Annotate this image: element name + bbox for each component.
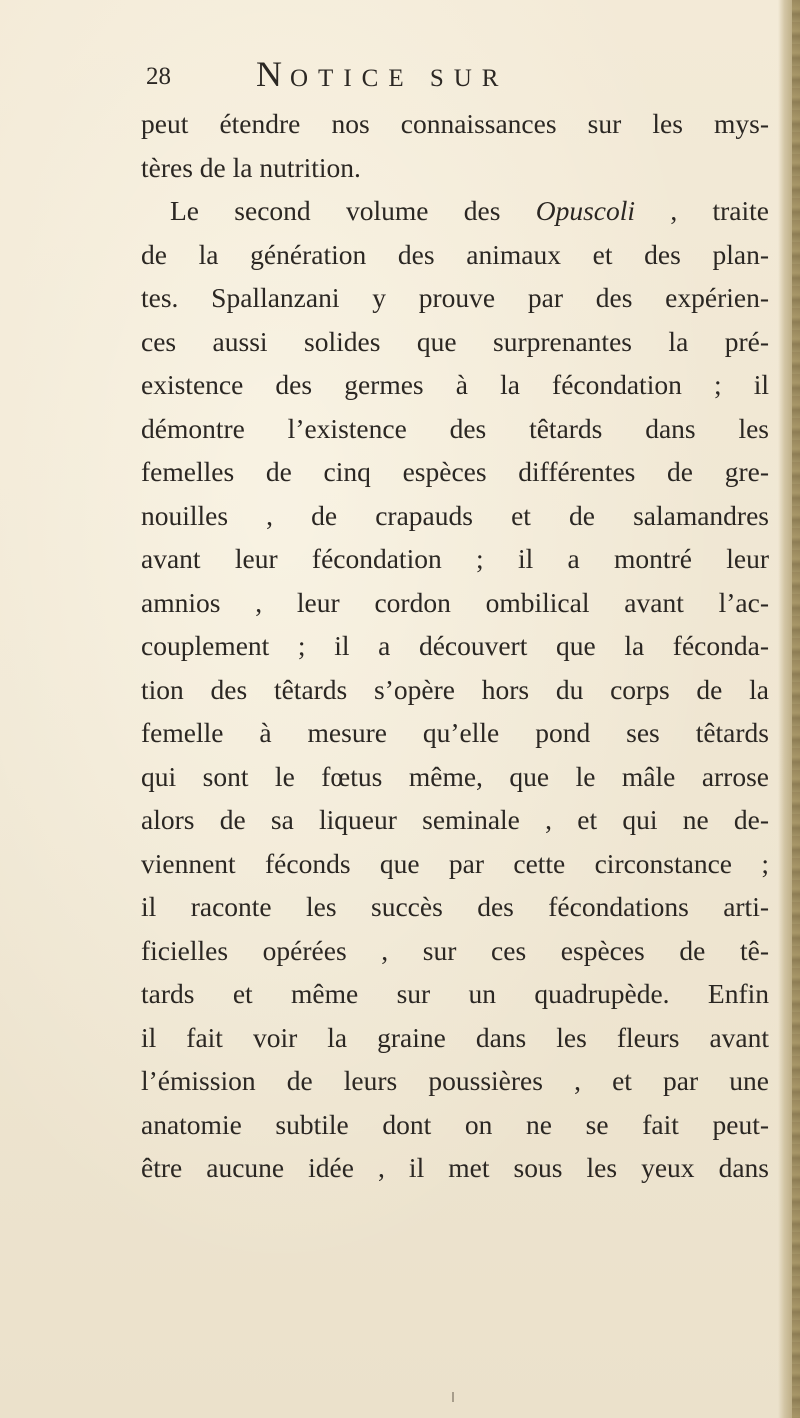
running-head-rest: OTICE SUR — [290, 65, 509, 92]
text-line: l’émission de leurs poussières , et par une — [141, 1065, 769, 1096]
text-line: viennent féconds que par cette circonstance ; — [141, 847, 769, 879]
text-line: avant leur fécondation ; il a montré leur — [141, 543, 769, 574]
text-line: tères de la nutrition. — [141, 151, 361, 183]
text-line: couplement ; il a découvert que la féconda- — [141, 630, 769, 661]
text-line — [141, 189, 769, 233]
text-line: être aucune idée , il met sous les yeux dans — [141, 1152, 769, 1183]
running-head — [146, 53, 706, 101]
body-text — [141, 102, 769, 1190]
text-segment: Le second volume des — [170, 195, 536, 226]
text-segment: , traite — [635, 195, 769, 226]
ink-speck — [452, 1392, 454, 1402]
text-line: ficielles opérées , sur ces espèces de tê- — [141, 934, 769, 966]
text-line: il fait voir la graine dans les fleurs avant — [141, 1021, 769, 1053]
text-line: nouilles , de crapauds et de salamandres — [141, 499, 769, 531]
text-line: qui sont le fœtus même, que le mâle arrose — [141, 760, 769, 792]
text-line: peut étendre nos connaissances sur les mys- — [141, 108, 769, 139]
text-line: tards et même sur un quadrupède. Enfin — [141, 978, 769, 1009]
text-line: ces aussi solides que surprenantes la pré- — [141, 325, 769, 357]
text-line: démontre l’existence des têtards dans les — [141, 412, 769, 444]
text-line: existence des germes à la fécondation ; il — [141, 369, 769, 400]
running-head-initial: N — [256, 54, 290, 94]
page-number: 28 — [146, 63, 171, 90]
text-line: tes. Spallanzani y prouve par des expérien- — [141, 282, 769, 313]
book-title-opuscoli: Opuscoli — [535, 195, 636, 226]
text-line: femelle à mesure qu’elle pond ses têtards — [141, 717, 769, 748]
text-line: tion des têtards s’opère hors du corps de la — [141, 673, 769, 705]
text-line: alors de sa liqueur seminale , et qui ne de- — [141, 804, 769, 835]
text-line: anatomie subtile dont on ne se fait peut- — [141, 1108, 769, 1140]
text-line: femelles de cinq espèces différentes de gre- — [141, 456, 769, 487]
running-head-title — [256, 53, 508, 95]
text-line: de la génération des animaux et des plan- — [141, 238, 769, 270]
text-line: il raconte les succès des fécondations arti- — [141, 891, 769, 922]
text-line: amnios , leur cordon ombilical avant l’ac- — [141, 586, 769, 618]
page-edge-binding — [792, 0, 800, 1418]
